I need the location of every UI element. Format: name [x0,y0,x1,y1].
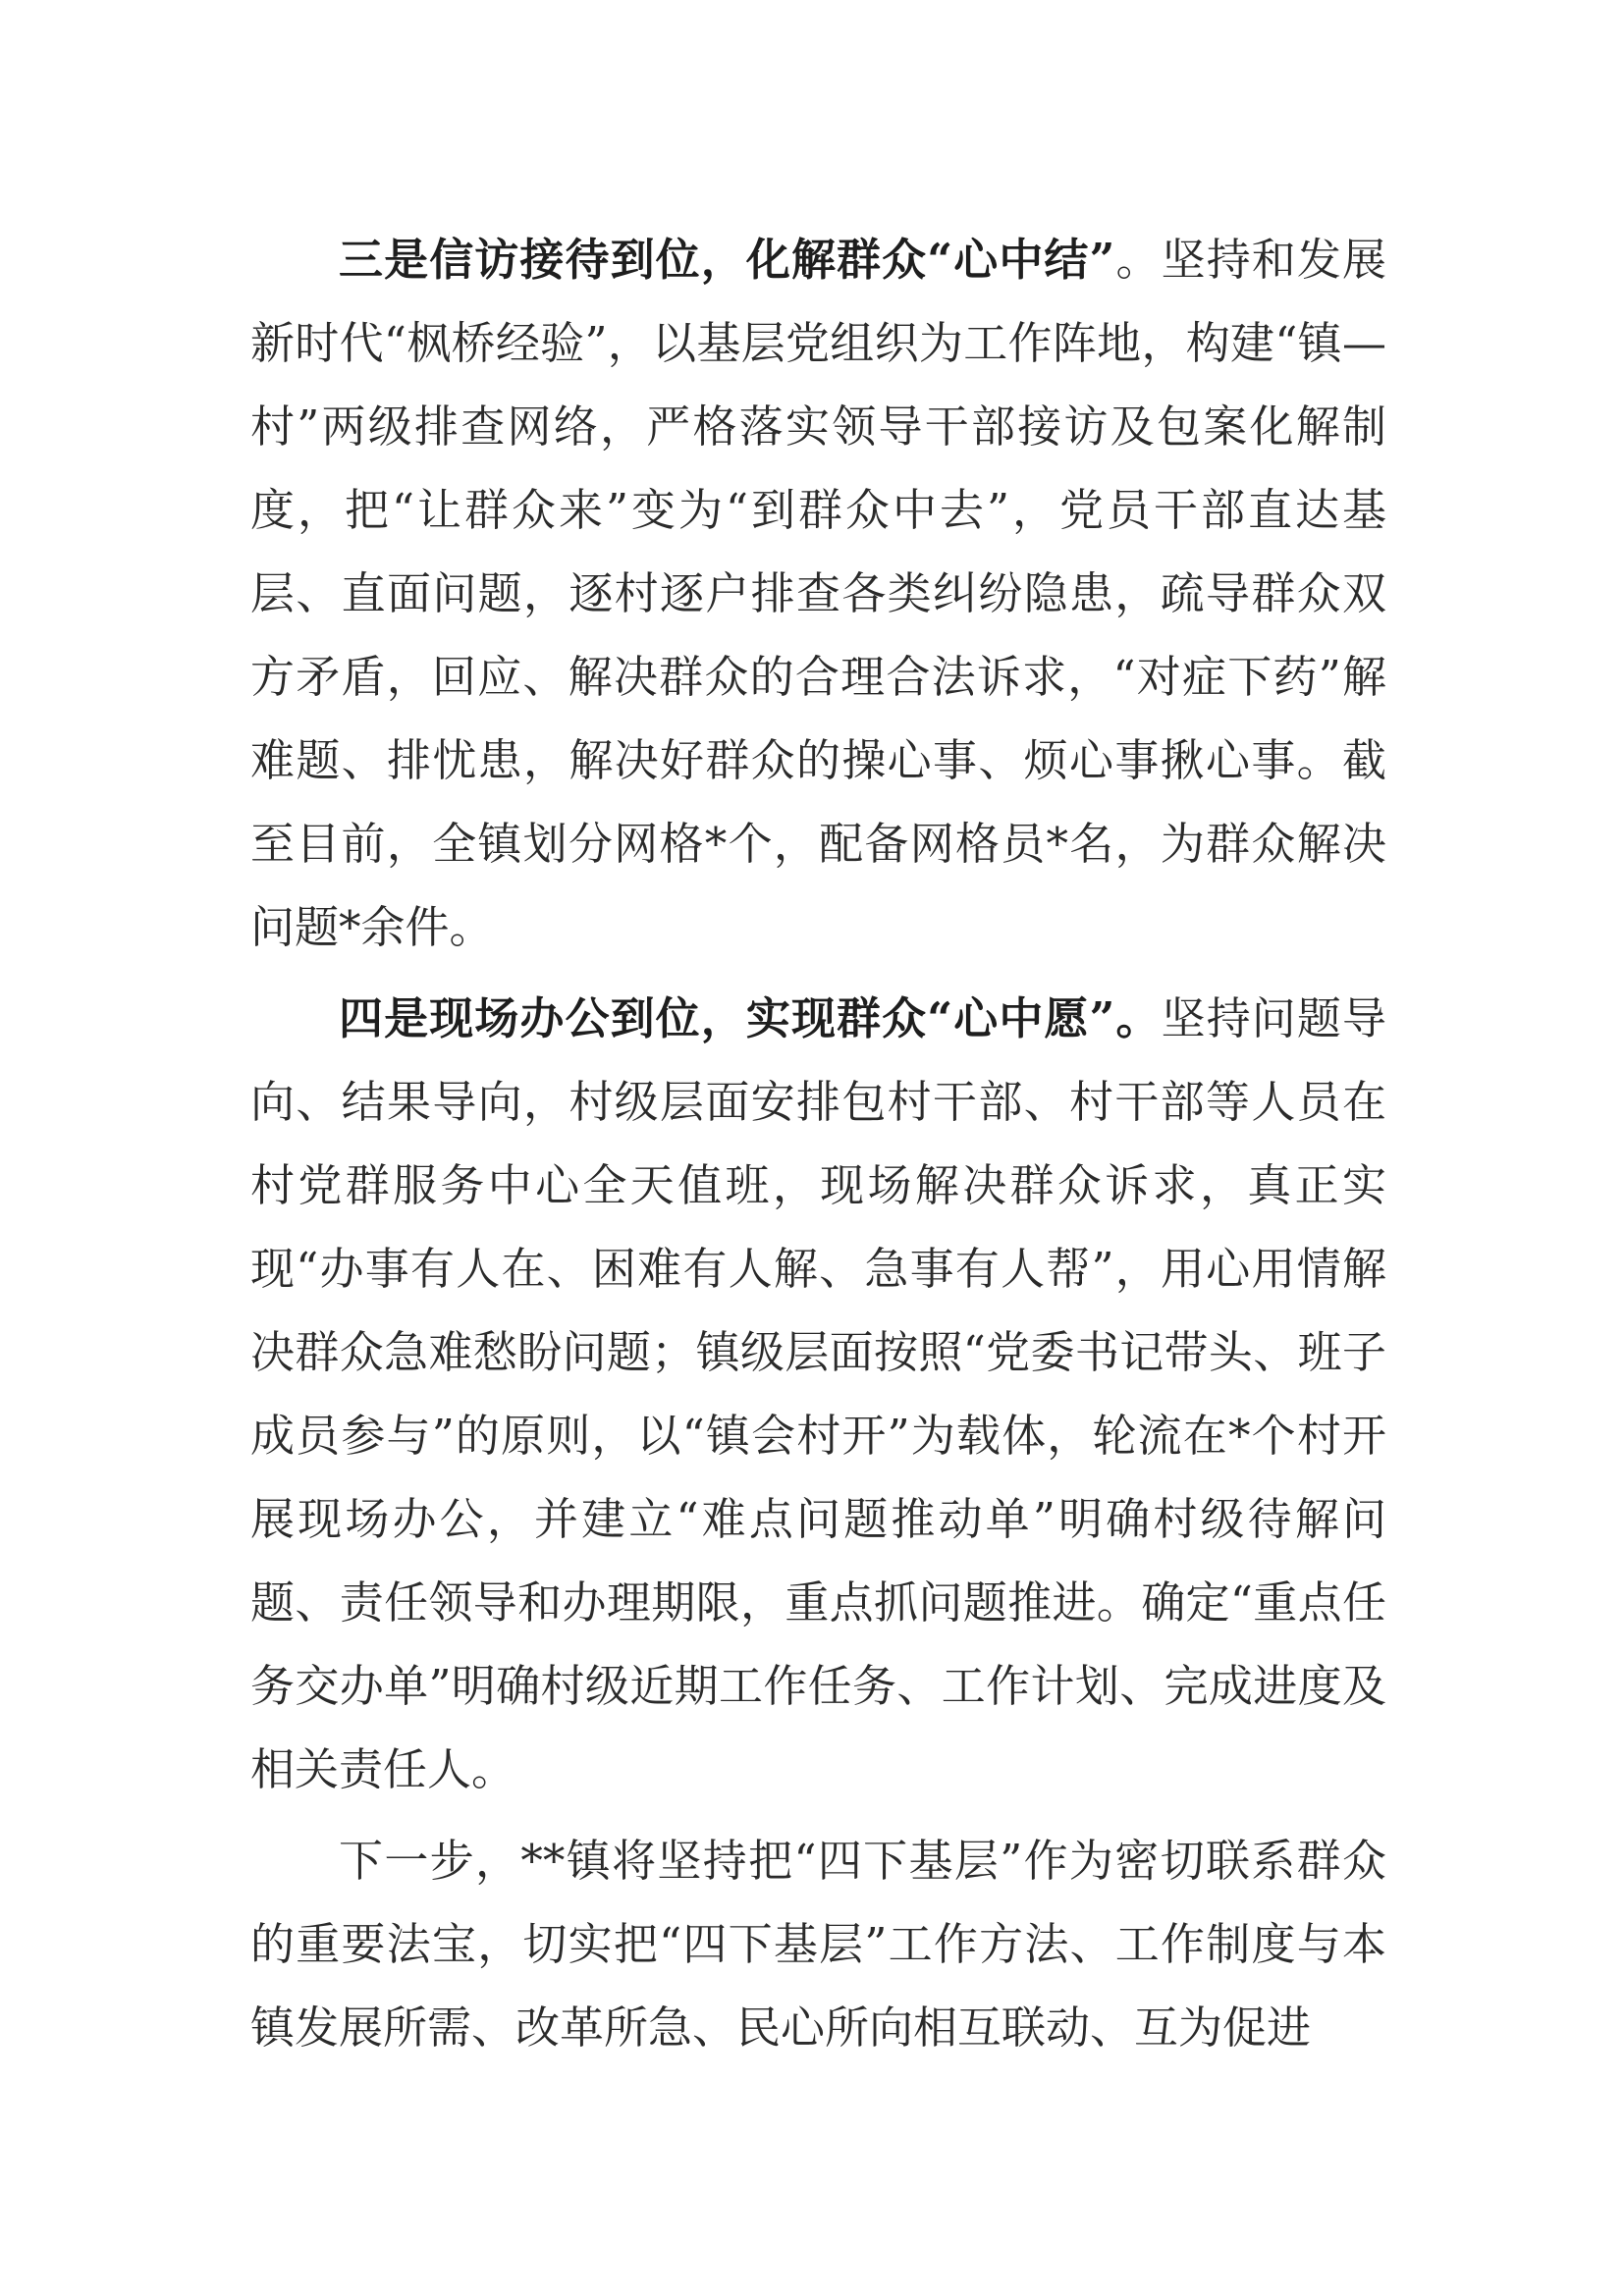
paragraph-body: 下一步，**镇将坚持把“四下基层”作为密切联系群众的重要法宝，切实把“四下基层”工作方法、工作制度与本镇发展所需、改革所急、民心所向相互联动、互为促进 [250,1835,1386,2054]
paragraph-lead: 三是信访接待到位，化解群众“心中结” [339,234,1115,286]
paragraph-body: 坚持问题导向、结果导向，村级层面安排包村干部、村干部等人员在村党群服务中心全天值班，现场解决群众诉求，真正实现“办事有人在、困难有人解、急事有人帮”，用心用情解决群众急难愁盼问题；镇级层面按照“党委书记带头、班子成员参与”的原则，以“镇会村开”为载体，轮流在*个村开展现场办公，并建立“难点问题推动单”明确村级待解问题、责任领导和办理期限，重点抓问题推进。确定“重点任务交办单”明确村级近期工作任务、工作计划、完成进度及相关责任人。 [250,992,1386,1795]
paragraph-onsite-office [250,977,1386,1811]
paragraph-letters-visits [250,218,1386,969]
document-page [250,218,1386,2077]
paragraph-body: 。坚持和发展新时代“枫桥经验”，以基层党组织为工作阵地，构建“镇—村”两级排查网络，严格落实领导干部接访及包案化解制度，把“让群众来”变为“到群众中去”，党员干部直达基层、直面问题，逐村逐户排查各类纠纷隐患，疏导群众双方矛盾，回应、解决群众的合理合法诉求，“对症下药”解难题、排忧患，解决好群众的操心事、烦心事揪心事。截至目前，全镇划分网格*个，配备网格员*名，为群众解决问题*余件。 [250,234,1386,953]
paragraph-next-step [250,1819,1386,2069]
paragraph-lead: 四是现场办公到位，实现群众“心中愿”。 [339,992,1162,1044]
